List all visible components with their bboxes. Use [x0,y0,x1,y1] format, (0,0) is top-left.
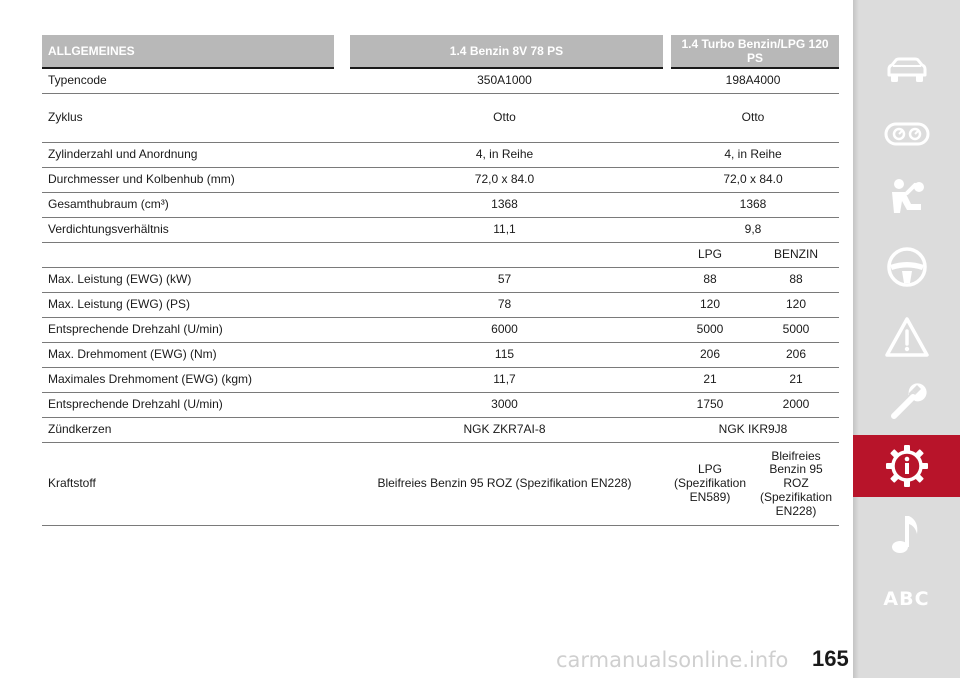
row-label: Gesamthubraum (cm³) [42,193,342,218]
warning-triangle-icon [884,316,930,358]
wrench-icon [885,381,929,425]
cell-engine-2-petrol: 21 [753,368,839,393]
table-row [42,393,839,418]
table-row [42,293,839,318]
dashboard-gauges-icon [884,120,930,148]
cell-engine-1: 6000 [342,318,667,343]
cell-engine-2: 198A4000 [667,68,839,94]
table-row [42,368,839,393]
gear-info-icon [884,443,930,489]
cell-engine-1: 3000 [342,393,667,418]
cell-engine-1: 78 [342,293,667,318]
nav-item-car[interactable] [853,40,960,102]
cell-engine-2-lpg: 206 [667,343,753,368]
table-row [42,94,839,143]
row-label: Zylinderzahl und Anordnung [42,143,342,168]
cell-engine-1: Otto [342,94,667,143]
row-label [42,243,342,268]
table-row [42,143,839,168]
cell-engine-2-petrol: Bleifreies Benzin 95 ROZ (Spezifikation EN228) [753,443,839,526]
cell-engine-2-lpg: 120 [667,293,753,318]
cell-engine-1: 4, in Reihe [342,143,667,168]
cell-engine-2-petrol: 120 [753,293,839,318]
cell-engine-2-lpg: 5000 [667,318,753,343]
cell-engine-2-lpg: LPG [667,243,753,268]
cell-engine-2-petrol: BENZIN [753,243,839,268]
steering-wheel-icon [885,245,929,289]
cell-engine-2-lpg: 21 [667,368,753,393]
nav-item-maintenance[interactable] [853,372,960,434]
cell-engine-1: 11,1 [342,218,667,243]
nav-item-driving[interactable] [853,236,960,298]
row-label: Max. Drehmoment (EWG) (Nm) [42,343,342,368]
column-header-engine-1: 1.4 Benzin 8V 78 PS [342,35,667,68]
cell-engine-2: 9,8 [667,218,839,243]
table-row [42,418,839,443]
row-label: Verdichtungsverhältnis [42,218,342,243]
column-header-engine-2: 1.4 Turbo Benzin/LPG 120 PS [667,35,839,68]
cell-engine-1: Bleifreies Benzin 95 ROZ (Spezifikation EN228) [342,443,667,526]
nav-item-emergency[interactable] [853,306,960,368]
row-label: Maximales Drehmoment (EWG) (kgm) [42,368,342,393]
cell-engine-2: 72,0 x 84.0 [667,168,839,193]
table-row [42,443,839,526]
cell-engine-1: 1368 [342,193,667,218]
row-label: Entsprechende Drehzahl (U/min) [42,393,342,418]
nav-item-index[interactable] [853,568,960,630]
table-row [42,193,839,218]
watermark-text: carmanualsonline.info [556,648,789,672]
cell-engine-2-petrol: 206 [753,343,839,368]
nav-item-safety[interactable] [853,168,960,230]
column-header-general: ALLGEMEINES [42,35,342,68]
cell-engine-1: 72,0 x 84.0 [342,168,667,193]
cell-engine-1: NGK ZKR7AI-8 [342,418,667,443]
table-row [42,243,839,268]
row-label: Entsprechende Drehzahl (U/min) [42,318,342,343]
cell-engine-2-petrol: 88 [753,268,839,293]
table-row [42,168,839,193]
cell-engine-2-petrol: 2000 [753,393,839,418]
row-label: Durchmesser und Kolbenhub (mm) [42,168,342,193]
cell-engine-1: 350A1000 [342,68,667,94]
cell-engine-1: 57 [342,268,667,293]
nav-item-multimedia[interactable] [853,503,960,565]
nav-item-dashboard[interactable] [853,103,960,165]
cell-engine-1: 115 [342,343,667,368]
table-row [42,218,839,243]
technical-data-table [42,35,839,526]
music-note-icon [889,512,925,556]
table-row [42,318,839,343]
nav-item-technical-data[interactable] [853,435,960,497]
chapter-navigation-sidebar [853,0,960,678]
cell-engine-1 [342,243,667,268]
cell-engine-2-lpg: 88 [667,268,753,293]
row-label: Max. Leistung (EWG) (kW) [42,268,342,293]
table-row [42,343,839,368]
cell-engine-2-petrol: 5000 [753,318,839,343]
seatbelt-passenger-icon [885,177,929,221]
row-label: Kraftstoff [42,443,342,526]
cell-engine-2-lpg: 1750 [667,393,753,418]
page-number: 165 [812,646,849,671]
cell-engine-2: NGK IKR9J8 [667,418,839,443]
car-icon [884,57,930,85]
cell-engine-2: 4, in Reihe [667,143,839,168]
table-row [42,268,839,293]
row-label: Max. Leistung (EWG) (PS) [42,293,342,318]
row-label: Typencode [42,68,342,94]
cell-engine-1: 11,7 [342,368,667,393]
table-header-row [42,35,839,68]
cell-engine-2: 1368 [667,193,839,218]
row-label: Zyklus [42,94,342,143]
row-label: Zündkerzen [42,418,342,443]
table-row [42,68,839,94]
index-label: ABC [883,588,930,610]
cell-engine-2-lpg: LPG (Spezifikation EN589) [667,443,753,526]
cell-engine-2: Otto [667,94,839,143]
